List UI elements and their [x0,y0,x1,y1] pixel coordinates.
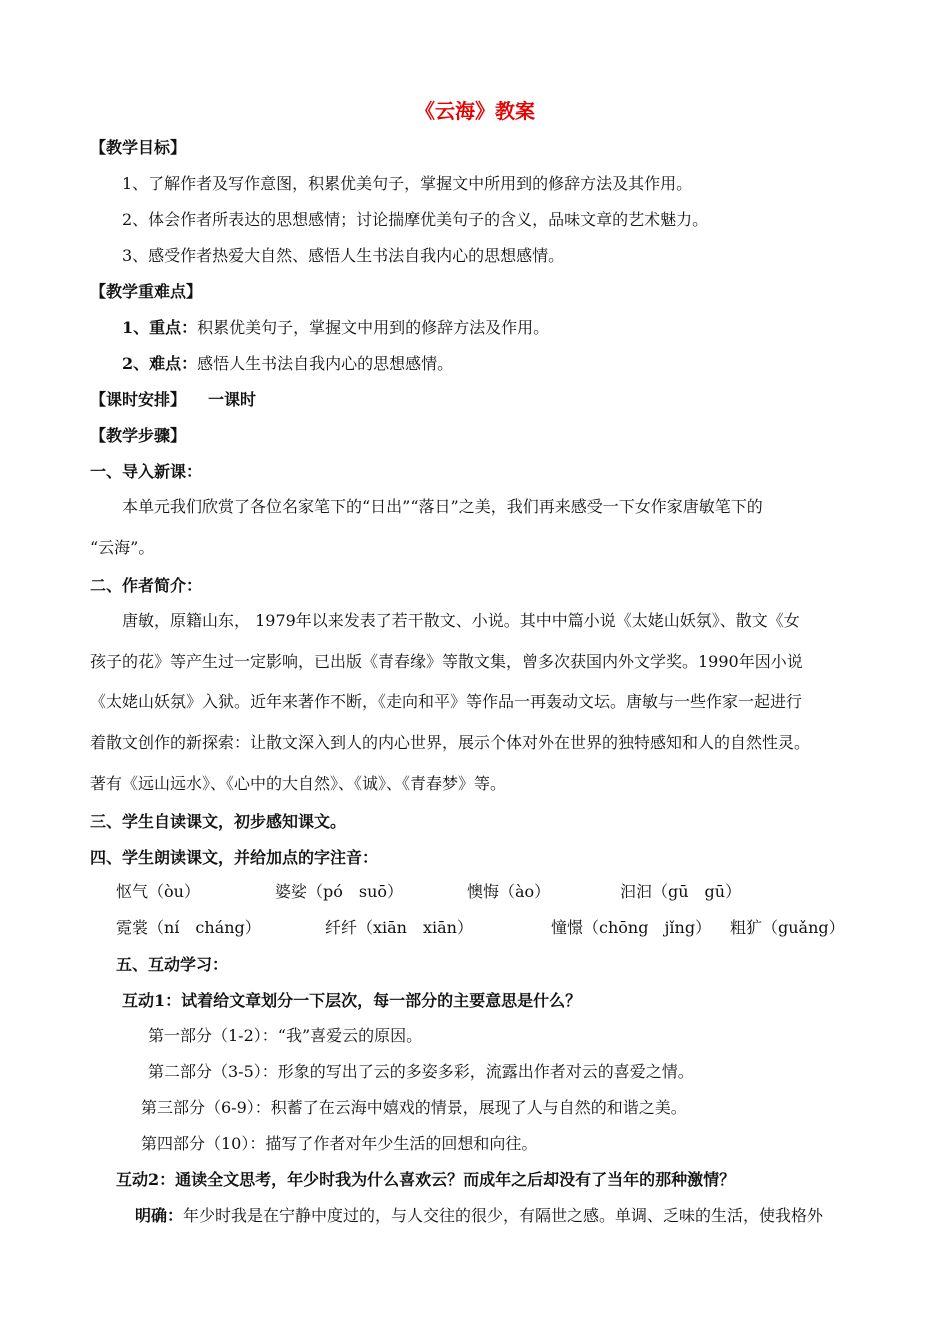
keypoints-heading: 【教学重难点】 [90,282,203,301]
paragraph-line: 孩子的花》等产生过一定影响，已出版《青春缘》等散文集，曾多次获国内外文学奖。1990年因小说 [90,652,803,671]
pinyin-item: 纤纤（xiān xiān） [325,918,473,937]
step2-heading: 二、作者简介： [90,576,203,595]
goal-item: 2、体会作者所表达的思想感情；讨论揣摩优美句子的含义，品味文章的艺术魅力。 [122,210,709,229]
keypoint-item [122,354,453,374]
pinyin-item: 憧憬（chōng jǐng） [551,918,712,937]
answer-text: 年少时我是在宁静中度过的，与人交往的很少，有隔世之感。单调、乏味的生活，使我格外 [183,1206,824,1225]
paragraph-line: 本单元我们欣赏了各位名家笔下的“日出”“落日”之美，我们再来感受一下女作家唐敏笔下的 [122,497,763,516]
pinyin-item: 怄气（òu） [116,882,200,901]
paragraph-line: 着散文创作的新探索：让散文深入到人的内心世界，展示个体对外在世界的独特感知和人的自然性灵。 [90,733,811,752]
step5-heading: 五、互动学习： [116,955,229,974]
paragraph-line: 唐敏，原籍山东， 1979年以来发表了若干散文、小说。其中中篇小说《太姥山妖氛》、散文《女 [122,611,800,630]
schedule-line [90,390,256,410]
page-title: 《云海》教案 [415,99,535,123]
step4-heading: 四、学生朗读课文，并给加点的字注音： [90,848,379,867]
steps-heading: 【教学步骤】 [90,426,187,445]
part-item: 第一部分（1-2）：“我”喜爱云的原因。 [148,1026,423,1045]
goal-item: 3、感受作者热爱大自然、感悟人生书法自我内心的思想感情。 [122,246,565,265]
question-1: 互动1：试着给文章划分一下层次，每一部分的主要意思是什么？ [122,991,582,1010]
pinyin-item: 粗犷（guǎng） [730,918,845,937]
pinyin-item: 汩汩（gū gū） [620,882,742,901]
keypoint-text: 积累优美句子，掌握文中用到的修辞方法及作用。 [197,318,550,337]
part-item: 第二部分（3-5）：形象的写出了云的多姿多彩，流露出作者对云的喜爱之情。 [148,1062,694,1081]
goals-heading: 【教学目标】 [90,138,187,157]
pinyin-item: 霓裳（ní cháng） [116,918,261,937]
keypoint-item [122,318,549,338]
step3-heading: 三、学生自读课文，初步感知课文。 [90,812,347,831]
paragraph-line: “云海”。 [90,538,155,557]
schedule-heading: 【课时安排】 [90,390,187,409]
answer-line [135,1206,823,1226]
keypoint-text: 感悟人生书法自我内心的思想感情。 [197,354,454,373]
step1-heading: 一、导入新课： [90,462,203,481]
pinyin-item: 懊悔（ào） [467,882,551,901]
paragraph-line: 著有《远山远水》、《心中的大自然》、《诚》、《青春梦》等。 [90,774,507,793]
goal-item: 1、了解作者及写作意图，积累优美句子，掌握文中所用到的修辞方法及其作用。 [122,174,693,193]
keypoint-label: 2、难点： [122,354,198,373]
pinyin-item: 婆娑（pó suō） [275,882,404,901]
keypoint-label: 1、重点： [122,318,198,337]
part-item: 第三部分（6-9）：积蓄了在云海中嬉戏的情景，展现了人与自然的和谐之美。 [141,1098,687,1117]
question-2: 互动2：通读全文思考，年少时我为什么喜欢云？而成年之后却没有了当年的那种激情？ [116,1170,736,1189]
answer-label: 明确： [135,1206,184,1225]
part-item: 第四部分（10）：描写了作者对年少生活的回想和向往。 [141,1134,538,1153]
schedule-value: 一课时 [208,390,257,409]
paragraph-line: 《太姥山妖氛》入狱。近年来著作不断，《走向和平》等作品一再轰动文坛。唐敏与一些作家一起进行 [90,692,803,711]
